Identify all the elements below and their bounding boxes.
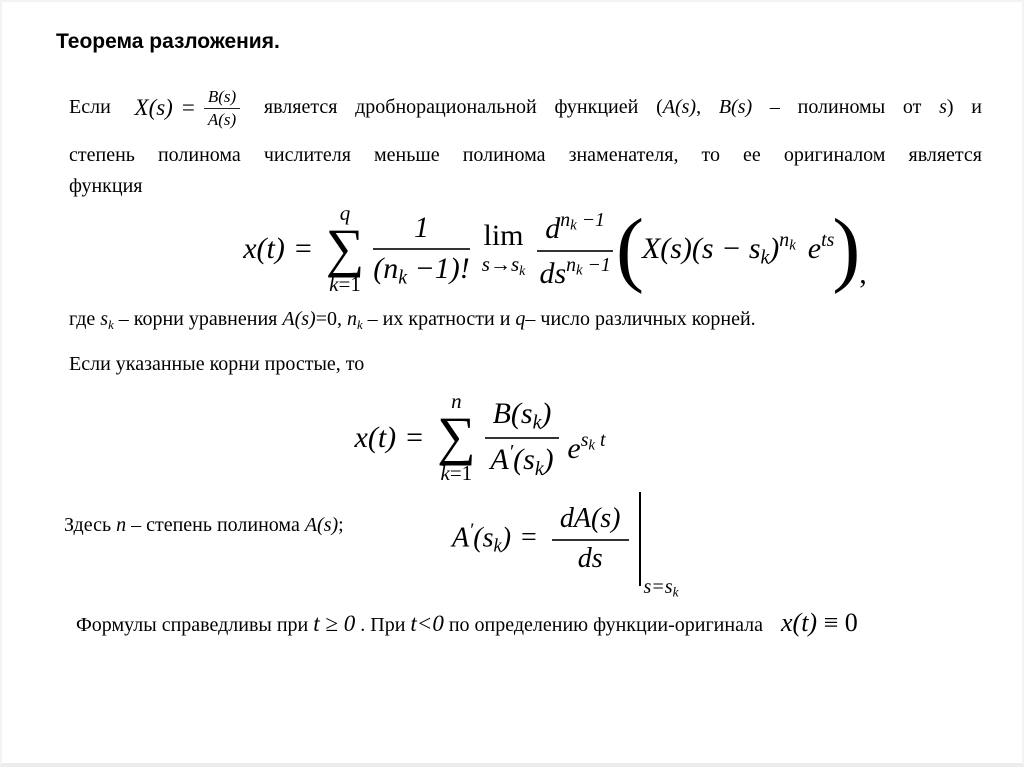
superscript xyxy=(560,209,605,234)
math-run: k xyxy=(440,460,450,485)
prime-mark: ′ xyxy=(469,519,474,541)
vertical-bar xyxy=(639,492,641,586)
validity-note xyxy=(76,608,1021,638)
limit-operator xyxy=(481,218,526,278)
math-run: ) xyxy=(541,396,552,430)
math-run: ) xyxy=(769,231,780,265)
math-run: s=s xyxy=(643,576,673,599)
math-run: t xyxy=(595,429,606,452)
equals-sign: = xyxy=(294,232,312,265)
exponential-term xyxy=(567,429,605,466)
text-run: Если xyxy=(69,96,129,118)
math-run: e xyxy=(807,231,822,265)
intro-line-1 xyxy=(69,80,982,135)
fraction-denominator xyxy=(539,252,610,291)
simple-roots-formula xyxy=(2,385,1022,490)
math-run: X(s)(s − s xyxy=(641,231,761,265)
math-run: s xyxy=(939,96,947,118)
math-run: A xyxy=(452,522,470,554)
close-paren: ) xyxy=(832,202,861,296)
ratio-fraction xyxy=(485,395,560,481)
math-run: t<0 xyxy=(410,611,444,636)
lim-word: lim xyxy=(483,218,524,252)
derivative-ratio xyxy=(552,501,629,574)
text-run: =1 xyxy=(338,272,361,297)
text-run: Здесь xyxy=(64,514,117,536)
text-run: . При xyxy=(355,614,411,636)
subscript: k xyxy=(398,266,408,289)
sum-upper-limit: q xyxy=(339,200,351,225)
prime-mark: ′ xyxy=(508,440,514,463)
subscript: k xyxy=(519,262,526,278)
fraction-numerator: dA(s) xyxy=(552,501,629,540)
zero-identity xyxy=(781,608,858,637)
text-run: Формулы справедливы при xyxy=(76,614,314,636)
math-run: n xyxy=(560,209,571,232)
trailing-comma: , xyxy=(859,257,867,290)
subscript: k xyxy=(493,535,502,556)
derivative-fraction xyxy=(537,207,613,291)
sigma-symbol: ∑ xyxy=(437,406,476,467)
subscript: k xyxy=(356,317,363,332)
text-run: , xyxy=(696,96,719,118)
fraction-denominator: ds xyxy=(577,542,603,574)
formula-lhs xyxy=(452,520,511,557)
math-run: (s xyxy=(513,443,535,477)
sigma-symbol: ∑ xyxy=(325,217,365,278)
text-run: по определению функции-оригинала xyxy=(443,614,763,636)
text-run: – корни уравнения xyxy=(113,308,283,330)
formula-lhs: x(t) xyxy=(243,232,285,265)
math-run: ) xyxy=(501,522,512,554)
math-run: B(s) xyxy=(718,96,753,118)
math-run: ds xyxy=(539,256,567,290)
parenthesized-expression xyxy=(642,229,834,269)
math-run: A(s) xyxy=(304,514,339,536)
math-run: −1 xyxy=(582,253,611,276)
fraction-numerator xyxy=(537,207,613,251)
sum-upper-limit: n xyxy=(451,389,462,414)
equals-sign: = xyxy=(521,522,537,553)
text-run: =0, xyxy=(315,308,347,330)
fraction-denominator: A(s) xyxy=(207,109,237,129)
open-paren: ( xyxy=(615,202,644,296)
subscript: k xyxy=(108,317,114,332)
text-run: ) и xyxy=(946,96,983,118)
math-run: 0 xyxy=(844,608,858,637)
polynomial-degree-note xyxy=(64,514,344,537)
math-run: q xyxy=(515,308,526,330)
math-run: A(s) xyxy=(282,308,316,330)
text-run: где xyxy=(69,308,101,330)
subscript: k xyxy=(789,237,796,254)
fraction-numerator: 1 xyxy=(373,209,470,251)
intro-line-3: функция xyxy=(69,175,143,197)
math-run: A xyxy=(490,443,509,477)
math-run: (s xyxy=(473,522,494,554)
inline-fraction xyxy=(204,87,240,129)
subscript: k xyxy=(532,411,542,434)
math-run: t ≥ 0 xyxy=(313,611,356,636)
subscript: k xyxy=(534,457,544,480)
math-run: −1)! xyxy=(407,252,470,286)
math-run: B(s xyxy=(492,396,533,430)
main-formula xyxy=(2,195,1022,303)
superscript xyxy=(779,228,796,254)
equals-sign: = xyxy=(406,420,424,454)
math-run: (n xyxy=(373,252,399,286)
evaluation-subscript xyxy=(644,576,679,601)
sum-lower-limit xyxy=(329,274,361,295)
math-run: A(s) xyxy=(662,96,697,118)
math-run: n xyxy=(566,253,577,276)
text-run: – степень полинома xyxy=(126,514,305,536)
math-run: −1 xyxy=(576,209,605,232)
superscript xyxy=(566,253,611,279)
math-run: X(s) xyxy=(134,95,173,121)
text-run: – их кратности и xyxy=(362,308,516,330)
intro-line-2: степень полинома числителя меньше полинома знаменателя, то ее оригиналом является xyxy=(69,144,982,166)
subscript: k xyxy=(588,437,595,454)
subscript: k xyxy=(570,217,577,234)
math-run: n xyxy=(116,514,127,536)
superscript: ts xyxy=(821,228,835,251)
math-run: ) xyxy=(543,443,554,477)
evaluated-at-bar xyxy=(639,490,679,600)
subscript: k xyxy=(576,262,583,279)
math-run: n xyxy=(779,228,790,251)
simple-roots-note: Если указанные корни простые, то xyxy=(69,353,365,375)
superscript xyxy=(580,429,606,454)
text-run: ; xyxy=(338,514,344,536)
sum-operator xyxy=(325,200,365,297)
fraction-denominator xyxy=(490,439,553,481)
math-run: e xyxy=(567,431,581,465)
fraction-denominator xyxy=(373,250,470,289)
math-run: s xyxy=(100,308,109,330)
equiv-sign: ≡ xyxy=(817,608,845,637)
page-title: Теорема разложения. xyxy=(56,30,280,53)
inline-formula-x-equals-b-over-a xyxy=(135,81,241,135)
sum-operator xyxy=(437,391,476,484)
coefficient-fraction xyxy=(373,209,470,290)
subscript: k xyxy=(672,585,679,600)
math-run: s xyxy=(580,429,589,452)
fraction-numerator: B(s) xyxy=(204,87,240,109)
sum-lower-limit xyxy=(440,460,473,485)
math-run: s→s xyxy=(481,251,520,276)
derivative-definition-formula xyxy=(452,488,679,600)
math-run: x(t) xyxy=(781,608,818,637)
limit-subscript xyxy=(481,251,526,278)
text-run: является дробнорациональной функцией ( xyxy=(246,96,663,118)
math-run: d xyxy=(545,212,561,245)
math-run: n xyxy=(346,308,357,330)
text-run: =1 xyxy=(449,460,473,485)
equals-sign: = xyxy=(181,95,195,121)
formula-lhs: x(t) xyxy=(354,420,397,454)
fraction-numerator xyxy=(485,395,560,439)
text-run: – число различных корней. xyxy=(525,308,756,330)
text-run: – полиномы от xyxy=(752,96,940,118)
subscript: k xyxy=(760,246,770,269)
math-run: k xyxy=(329,272,339,297)
roots-description xyxy=(69,308,756,333)
